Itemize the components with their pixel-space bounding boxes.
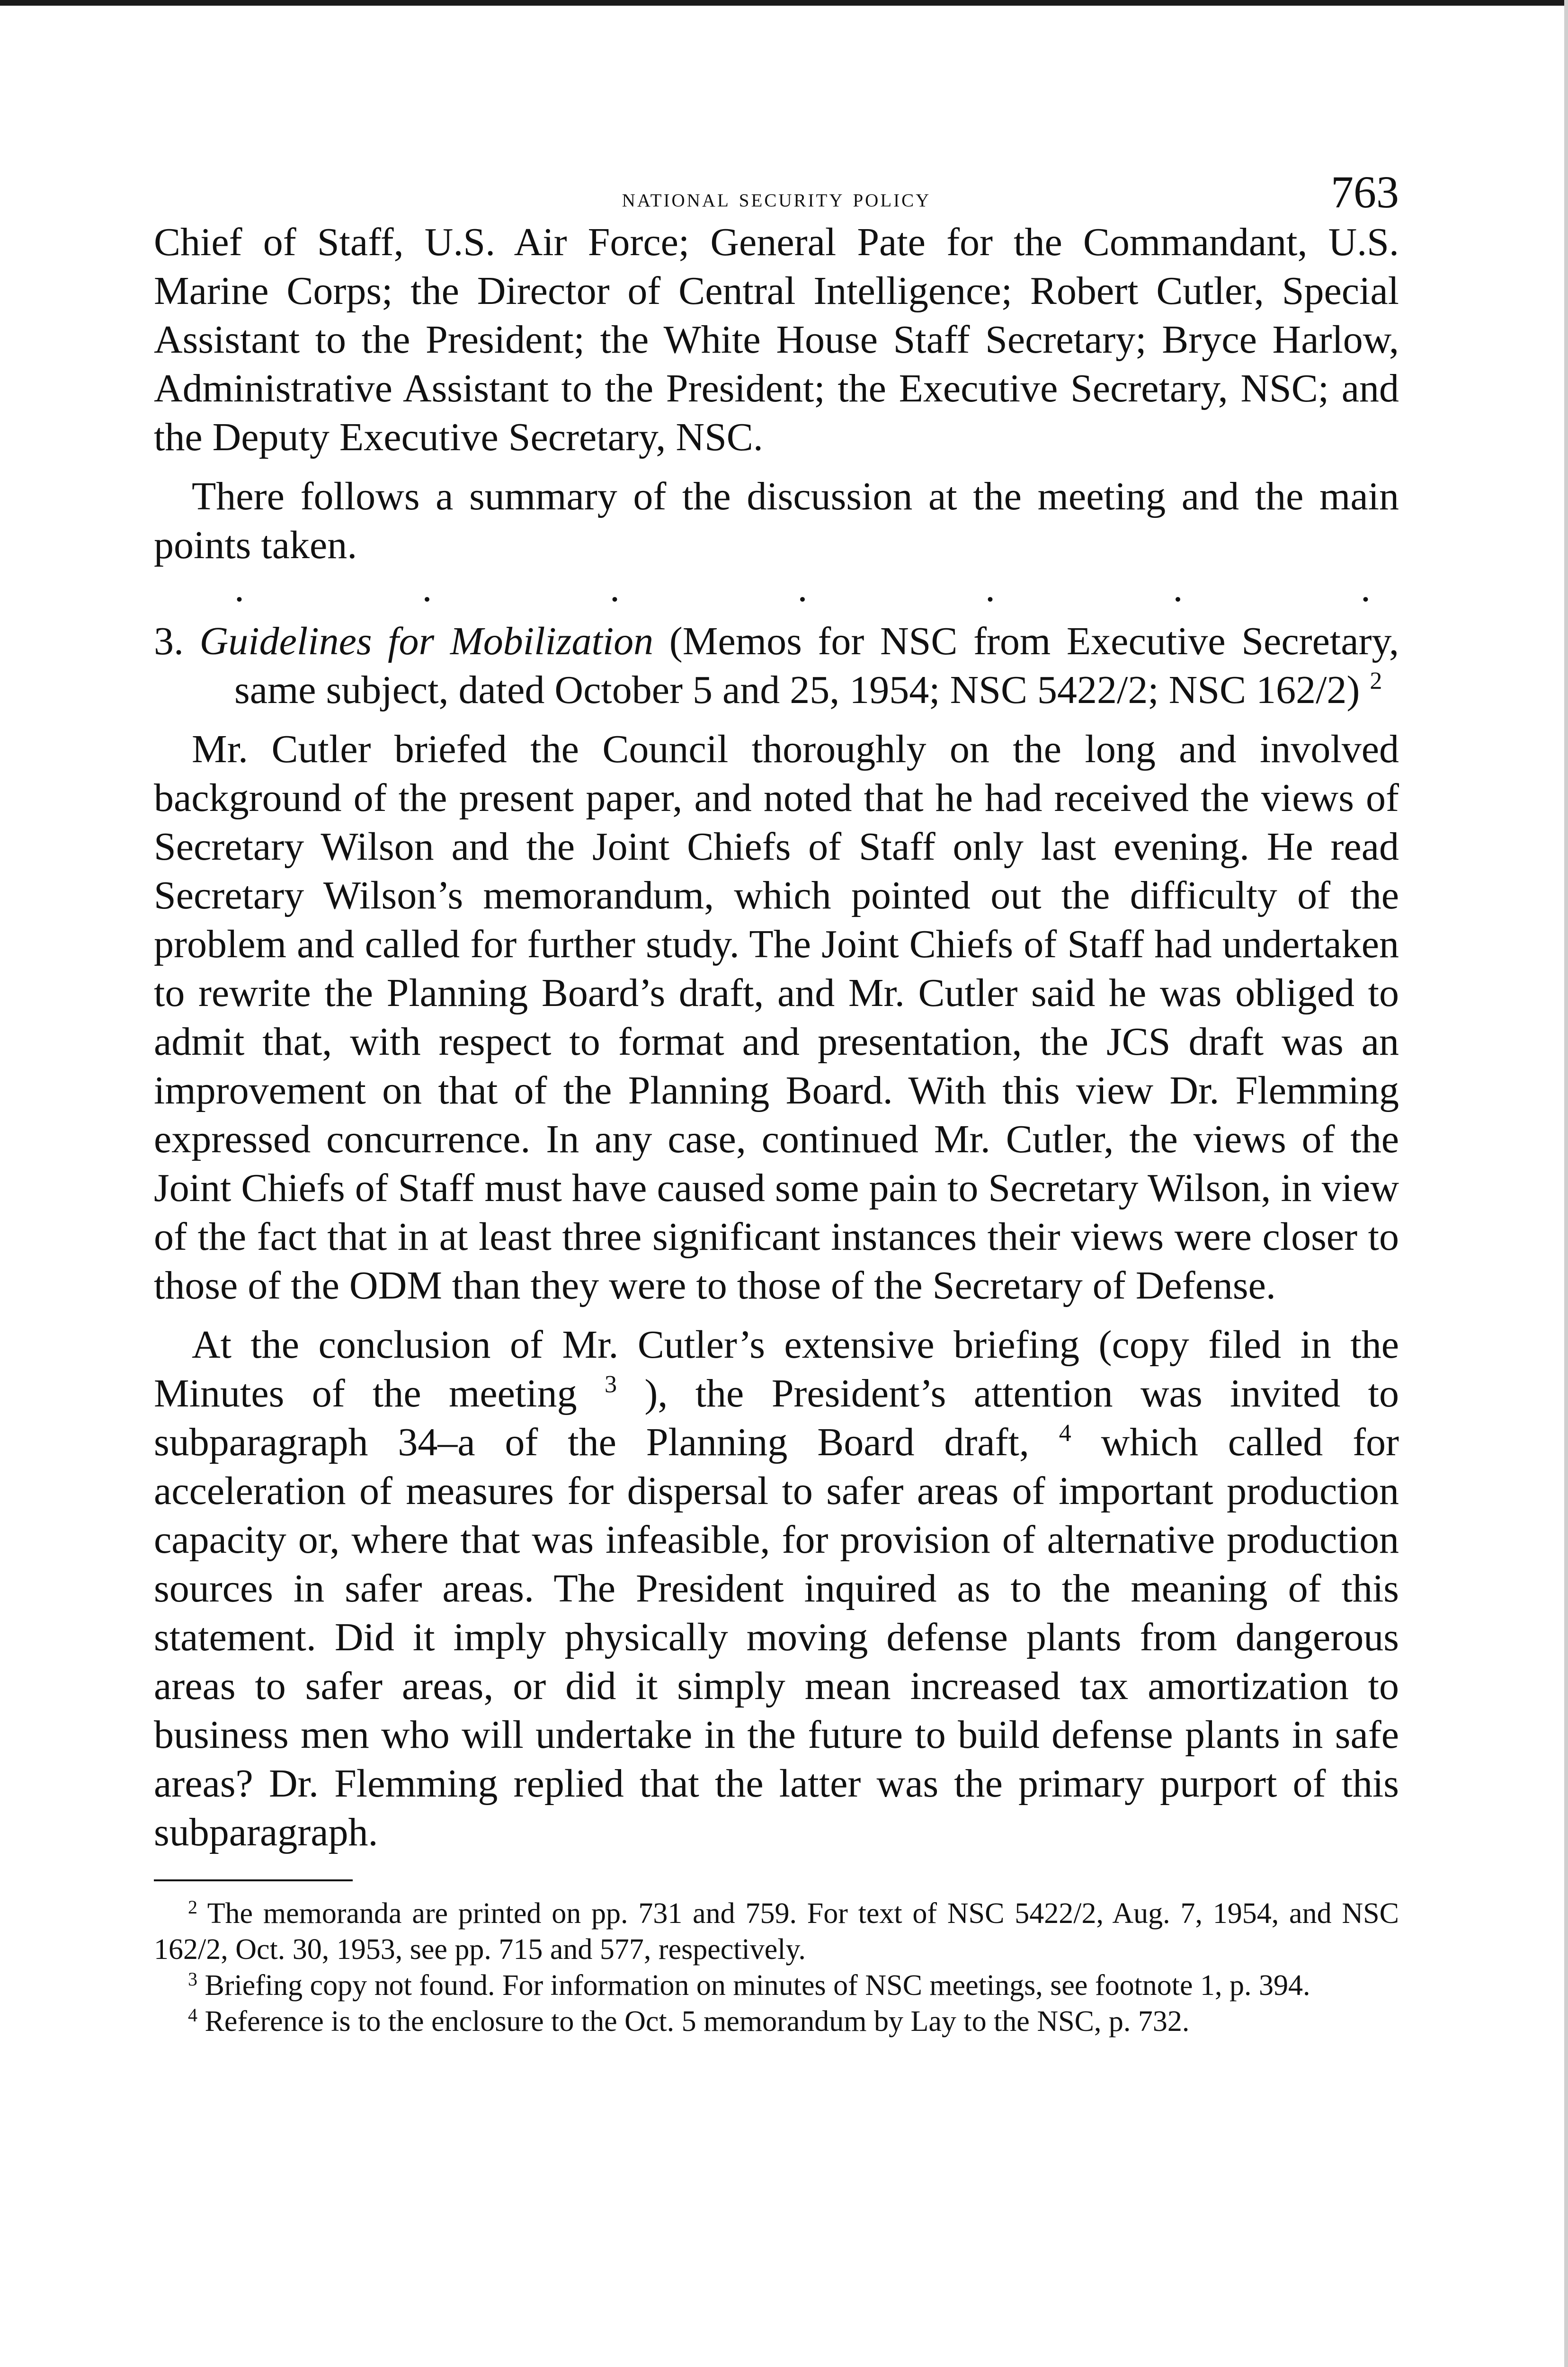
paragraph-summary-intro: There follows a summary of the discussion at the meeting and the main points taken. (154, 474, 1399, 567)
running-title: national security policy (622, 183, 931, 213)
paragraph-president-inquiry (154, 1320, 1399, 1857)
footnote-divider (154, 1879, 353, 1881)
footnote-ref: 4 (1059, 1420, 1071, 1447)
footnote-text: Briefing copy not found. For information on minutes of NSC meetings, see footnote 1, p. 394. (205, 1969, 1310, 2002)
footnote-text: Reference is to the enclosure to the Oct. 5 memorandum by Lay to the NSC, p. 732. (205, 2005, 1190, 2038)
ellipsis-dot: . (797, 566, 808, 610)
top-scan-edge (0, 0, 1568, 6)
section-details: (Memos for NSC from Executive Secretary, same subject, dated October 5 and 25, 1954; NSC 5422/2; NSC 162/2) (234, 619, 1399, 712)
ellipsis-dot: . (422, 566, 432, 610)
paragraph-text: which called for acceleration of measures for dispersal to safer areas of important production capacity or, where that was infeasible, for provision of alternative production sources in safer areas. The President inquired as to the meaning of this statement. Did it imply physically moving defense plants from dangerous areas to safer areas, or did it simply mean increased tax amortization to business men who will undertake in the future to build defense plants in safe areas? Dr. Flemming replied that the latter was the primary purport of this subparagraph. (154, 1420, 1399, 1854)
ellipsis-dot: . (985, 566, 995, 610)
section-title: Guidelines for Mobilization (199, 619, 654, 663)
footnote-mark: 3 (188, 1968, 197, 1990)
ellipsis-dot: . (1173, 566, 1183, 610)
running-header (154, 161, 1399, 218)
footnote-text: The memoranda are printed on pp. 731 and 759. For text of NSC 5422/2, Aug. 7, 1954, and NSC 162/2, Oct. 30, 1953, see pp. 715 and 577, respectively. (154, 1897, 1399, 1966)
footnote-3 (154, 1967, 1399, 2003)
section-number: 3. (154, 619, 184, 663)
footnote-ref: 2 (1370, 667, 1382, 694)
ellipsis-separator (154, 566, 1399, 610)
paragraph-attendees: Chief of Staff, U.S. Air Force; General Pate for the Commandant, U.S. Marine Corps; the Director of Central Intelligence; Robert Cutler, Special Assistant to the President; the White House Staff Secretary; Bryce Harlow, Administrative Assistant to the President; the Executive Secretary, NSC; and the Deputy Executive Secretary, NSC. (154, 220, 1399, 459)
document-page (154, 161, 1399, 2039)
ellipsis-dot: . (610, 566, 620, 610)
footnote-4 (154, 2003, 1399, 2039)
paragraph-text: At the conclusion of Mr. Cutler’s extensive briefing (copy filed in the Minutes of the meeting (154, 1323, 1399, 1415)
ellipsis-dot: . (1361, 566, 1371, 610)
page-number: 763 (1331, 167, 1399, 217)
footnote-ref: 3 (605, 1371, 617, 1398)
footnote-mark: 4 (188, 2004, 197, 2026)
ellipsis-dot: . (234, 566, 244, 610)
footnote-2 (154, 1895, 1399, 1967)
footnote-mark: 2 (188, 1896, 197, 1918)
right-scan-edge (1564, 0, 1568, 2367)
paragraph-cutler-briefing: Mr. Cutler briefed the Council thoroughly on the long and involved background of the present paper, and noted that he had received the views of Secretary Wilson and the Joint Chiefs of Staff only last evening. He read Secretary Wilson’s memorandum, which pointed out the difficulty of the problem and called for further study. The Joint Chiefs of Staff had undertaken to rewrite the Planning Board’s draft, and Mr. Cutler said he was obliged to admit that, with respect to format and presentation, the JCS draft was an improvement on that of the Planning Board. With this view Dr. Flemming expressed concurrence. In any case, continued Mr. Cutler, the views of the Joint Chiefs of Staff must have caused some pain to Secretary Wilson, in view of the fact that in at least three significant instances their views were closer to those of the ODM than they were to those of the Secretary of Defense. (154, 727, 1399, 1308)
paragraph-text: ), the President’s attention was invited to subparagraph 34–a of the Planning Board draft, (154, 1371, 1399, 1464)
section-heading (154, 617, 1399, 714)
